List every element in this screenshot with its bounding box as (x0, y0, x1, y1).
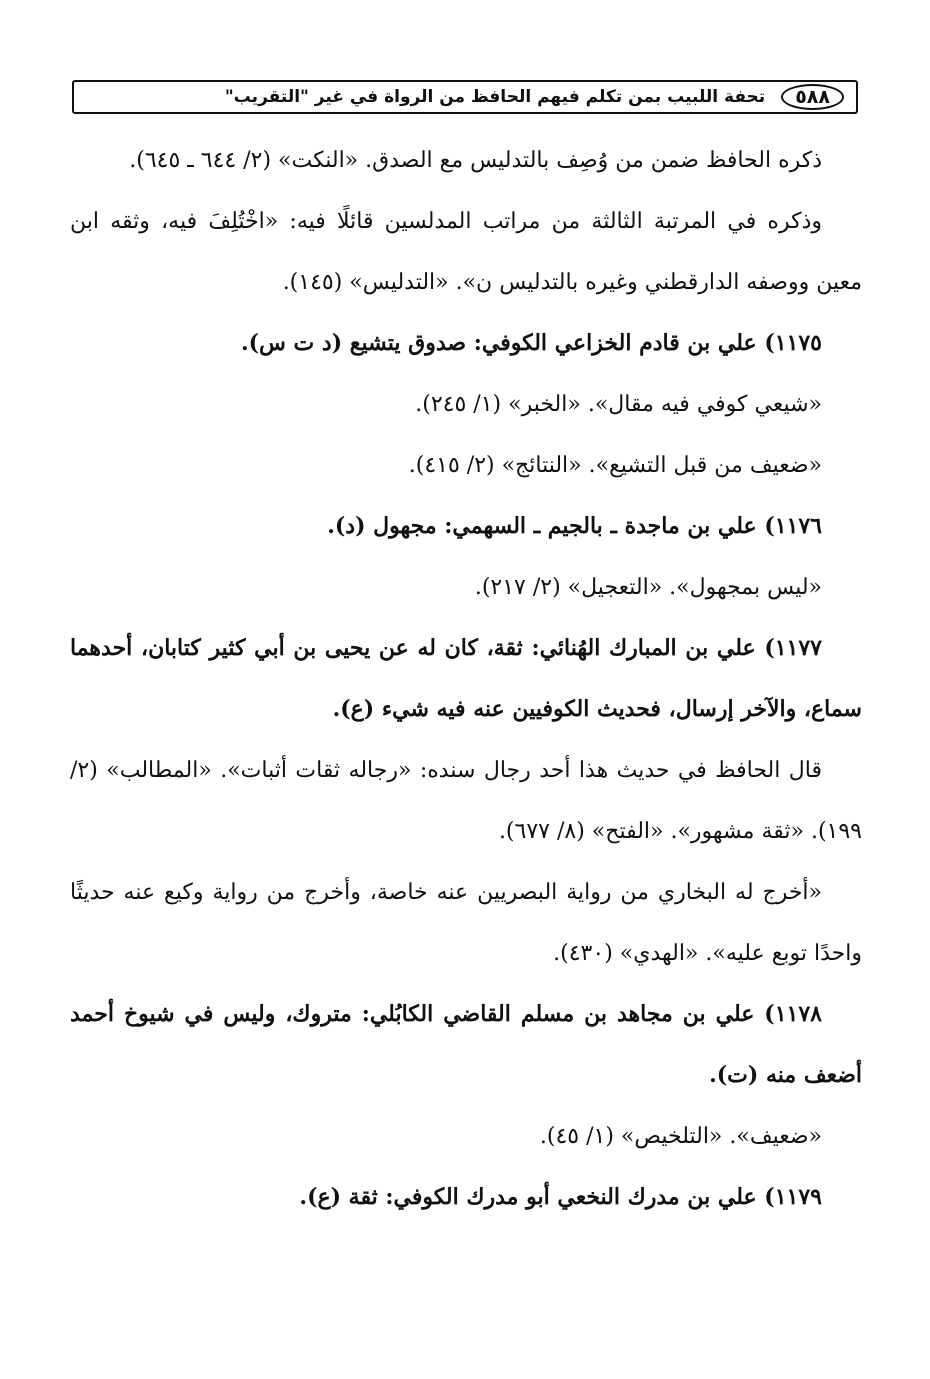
paragraph: قال الحافظ في حديث هذا أحد رجال سنده: «رجاله ثقات أثبات». «المطالب» (٢/ ١٩٩). «ثقة مشهور». «الفتح» (٨/ ٦٧٧). (70, 758, 862, 844)
running-header (72, 80, 858, 114)
narrator-entry: ١١٧٥) علي بن قادم الخزاعي الكوفي: صدوق يتشيع (د ت س). (240, 330, 822, 356)
paragraph: «ضعيف من قبل التشيع». «النتائج» (٢/ ٤١٥). (408, 453, 822, 478)
narrator-entry: ١١٧٩) علي بن مدرك النخعي أبو مدرك الكوفي: ثقة (ع). (299, 1184, 822, 1210)
running-title: تحفة اللبيب بمن تكلم فيهم الحافظ من الرواة في غير "التقريب" (224, 87, 766, 107)
paragraph: وذكره في المرتبة الثالثة من مراتب المدلسين قائلًا فيه: «اخْتُلِفَ فيه، وثقه ابن معين ووصفه الدارقطني وغيره بالتدليس ن». «التدليس» (١٤٥). (70, 209, 862, 295)
paragraph: «شيعي كوفي فيه مقال». «الخبر» (١/ ٢٤٥). (415, 392, 822, 417)
narrator-entry: ١١٧٧) علي بن المبارك الهُنائي: ثقة، كان له عن يحيى بن أبي كثير كتابان، أحدهما سماع، والآخر إرسال، فحديث الكوفيين عنه فيه شيء (ع). (70, 635, 862, 722)
narrator-entry: ١١٧٨) علي بن مجاهد بن مسلم القاضي الكابُلي: متروك، وليس في شيوخ أحمد أضعف منه (ت). (70, 1001, 862, 1088)
paragraph: «ليس بمجهول». «التعجيل» (٢/ ٢١٧). (474, 575, 822, 600)
paragraph: «ضعيف». «التلخيص» (١/ ٤٥). (539, 1124, 822, 1149)
paragraph: ذكره الحافظ ضمن من وُصِف بالتدليس مع الصدق. «النكت» (٢/ ٦٤٤ ـ ٦٤٥). (129, 148, 822, 173)
narrator-entry: ١١٧٦) علي بن ماجدة ـ بالجيم ـ السهمي: مجهول (د). (327, 513, 822, 539)
page-body (70, 130, 862, 1228)
page-number: ٥٨٨ (781, 84, 844, 110)
paragraph: «أخرج له البخاري من رواية البصريين عنه خاصة، وأخرج من رواية وكيع عنه حديثًا واحدًا توبع عليه». «الهدي» (٤٣٠). (70, 880, 862, 966)
